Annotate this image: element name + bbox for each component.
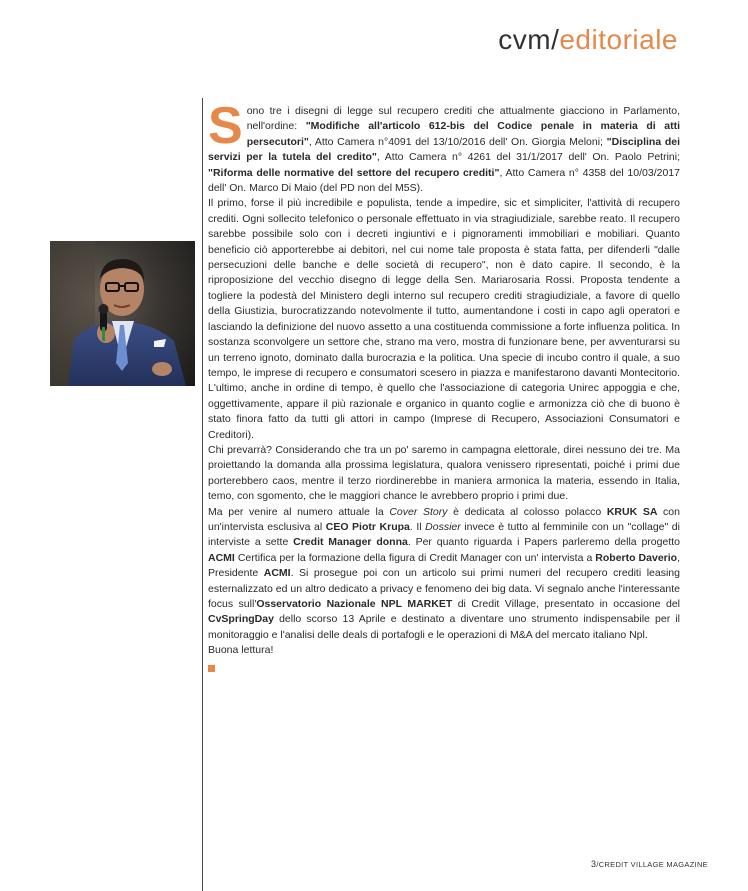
page-number: 3	[591, 859, 597, 869]
interviewee-name: CEO Piotr Krupa	[325, 520, 410, 533]
text-run: invece è tutto al femminile con un "collage" di interviste a sette	[208, 520, 680, 549]
text-run: , Atto Camera n° 4358 del 10/03/2017 dell' On. Marco Di Maio (del PD non del M5S).	[208, 166, 680, 195]
cover-story-label: Cover Story	[389, 505, 448, 518]
text-run: ono tre i disegni di legge sul recupero crediti che attualmente giacciono in Parlamento, nell'ordine:	[246, 105, 680, 133]
bill-title-3: "Riforma delle normative del settore del recupero crediti"	[208, 166, 500, 179]
paragraph-question: Chi prevarrà? Considerando che tra un po' saremo in campagna elettorale, direi nessuno dei tre. Ma proiettando la domanda alla prossima legislatura, qualora venissero ripresentati, poiché i primi due porterebbero caos, mentre il terzo riordinerebbe in maniera armonica la materia, essendo in Italia, temo, con sgomento, che le maggiori chance le avrebbero proprio i primi due.	[208, 443, 680, 503]
highlight-text: ACMI	[208, 551, 235, 564]
drop-cap: S	[208, 97, 243, 155]
editorial-article	[208, 97, 681, 677]
vertical-rule	[202, 98, 203, 891]
text-run: Ma per venire al numero attuale la	[208, 505, 390, 518]
text-run: di Credit Village, presentato in occasione del	[452, 598, 680, 610]
text-run: con un'intervista esclusiva al	[208, 505, 680, 533]
author-photo	[50, 241, 195, 386]
page-footer	[591, 859, 708, 869]
brand-logo-text: cvm	[498, 24, 552, 55]
footer-separator: /	[596, 860, 599, 869]
highlight-text: ACMI	[263, 567, 291, 580]
paragraph-analysis: Il primo, forse il più incredibile e populista, tende a impedire, sic et simpliciter, l'attività di recupero crediti. Ogni sollecito telefonico o personale effettuato in via stragiudiziale, sarebbe reato. Il recupero sarebbe possibile solo con i decreti ingiuntivi e i pignoramenti immobiliari e mobiliari. Quanto beneficio ciò apporterebbe ai debitori, nel cui nome tale proposta è stata fatta, per difenderli "dalle persecuzioni delle banche e delle società di recupero", non è dato capire. Il secondo, è la riproposizione del vecchio disegno di legge della Sen. Mariarosaria Rossi. Proposta tendente a togliere la podestà del Ministero degli interno sul recupero crediti stragiudiziale, a favore di quello della Giustizia, burocratizzando notevolmente il tutto, aumentandone i costi in capo agli operatori e lasciando la definizione del nuovo assetto a una costituenda commissione a forte influenza politica. In sostanza sconvolgere un settore che, strano ma vero, mostra di funzionare bene, per avventurarsi su un terreno ignoto, dominato dalla burocrazia e la politica. Una specie di incubo contro il quale, a suo tempo, le imprese di recupero e consumatori scesero in piazza e manifestarono davanti Montecitorio. L'ultimo, anche in ordine di tempo, è quello che l'associazione di categoria Unirec appoggia e che, oggettivamente, appare il più razionale e organico in quanto coglie e armonizza ciò che di buono è stato finora fatto da tutti gli attori in campo (Imprese di Recupero, Associazioni Consumatori e Creditori).	[208, 197, 680, 441]
text-run: , Atto Camera n°4091 del 13/10/2016 dell' On. Giorgia Meloni;	[308, 135, 607, 148]
page-header	[498, 24, 678, 56]
text-run: è dedicata al colosso polacco	[447, 505, 607, 518]
text-run: , Atto Camera n° 4261 del 31/1/2017 dell' On. Paolo Petrini;	[376, 151, 681, 164]
dossier-label: Dossier	[425, 520, 461, 533]
bill-title-2: "Disciplina dei servizi per la tutela del credito"	[208, 135, 681, 164]
text-run: . Il	[409, 520, 426, 533]
author-portrait-image	[50, 241, 195, 386]
section-title: editoriale	[559, 24, 678, 55]
text-run: Certifica per la formazione della figura di Credit Manager con un' intervista a	[234, 551, 596, 564]
company-name: KRUK SA	[606, 505, 658, 518]
text-run: , Presidente	[208, 551, 680, 580]
magazine-name: CREDIT VILLAGE MAGAZINE	[598, 860, 708, 869]
text-run: . Per quanto riguarda i Papers parleremo della progetto	[407, 536, 680, 549]
header-separator: /	[551, 24, 560, 55]
closing-line: Buona lettura!	[208, 644, 274, 657]
highlight-text: Roberto Daverio	[595, 551, 678, 564]
end-of-article-mark	[208, 665, 215, 672]
paragraph-intro	[208, 97, 681, 196]
highlight-text: CvSpringDay	[208, 613, 274, 626]
highlight-text: Osservatorio Nazionale NPL MARKET	[256, 598, 453, 610]
highlight-text: Credit Manager donna	[293, 536, 408, 549]
text-run: dello scorso 13 Aprile e destinato a diventare uno strumento indispensabile per il monitoraggio e l'analisi delle deals di portafogli e le operazioni di M&A del mercato italiano Npl.	[208, 613, 680, 641]
text-run: . Si prosegue poi con un articolo sui primi numeri del recupero crediti leasing esternalizzato ed un altro dedicato a privacy e fenomeno dei big data. Vi segnalo anche l'interessante focus sull'	[208, 567, 680, 610]
paragraph-issue-contents	[208, 505, 680, 644]
bill-title-1: "Modifiche all'articolo 612-bis del Codice penale in materia di atti persecutori"	[246, 120, 680, 148]
